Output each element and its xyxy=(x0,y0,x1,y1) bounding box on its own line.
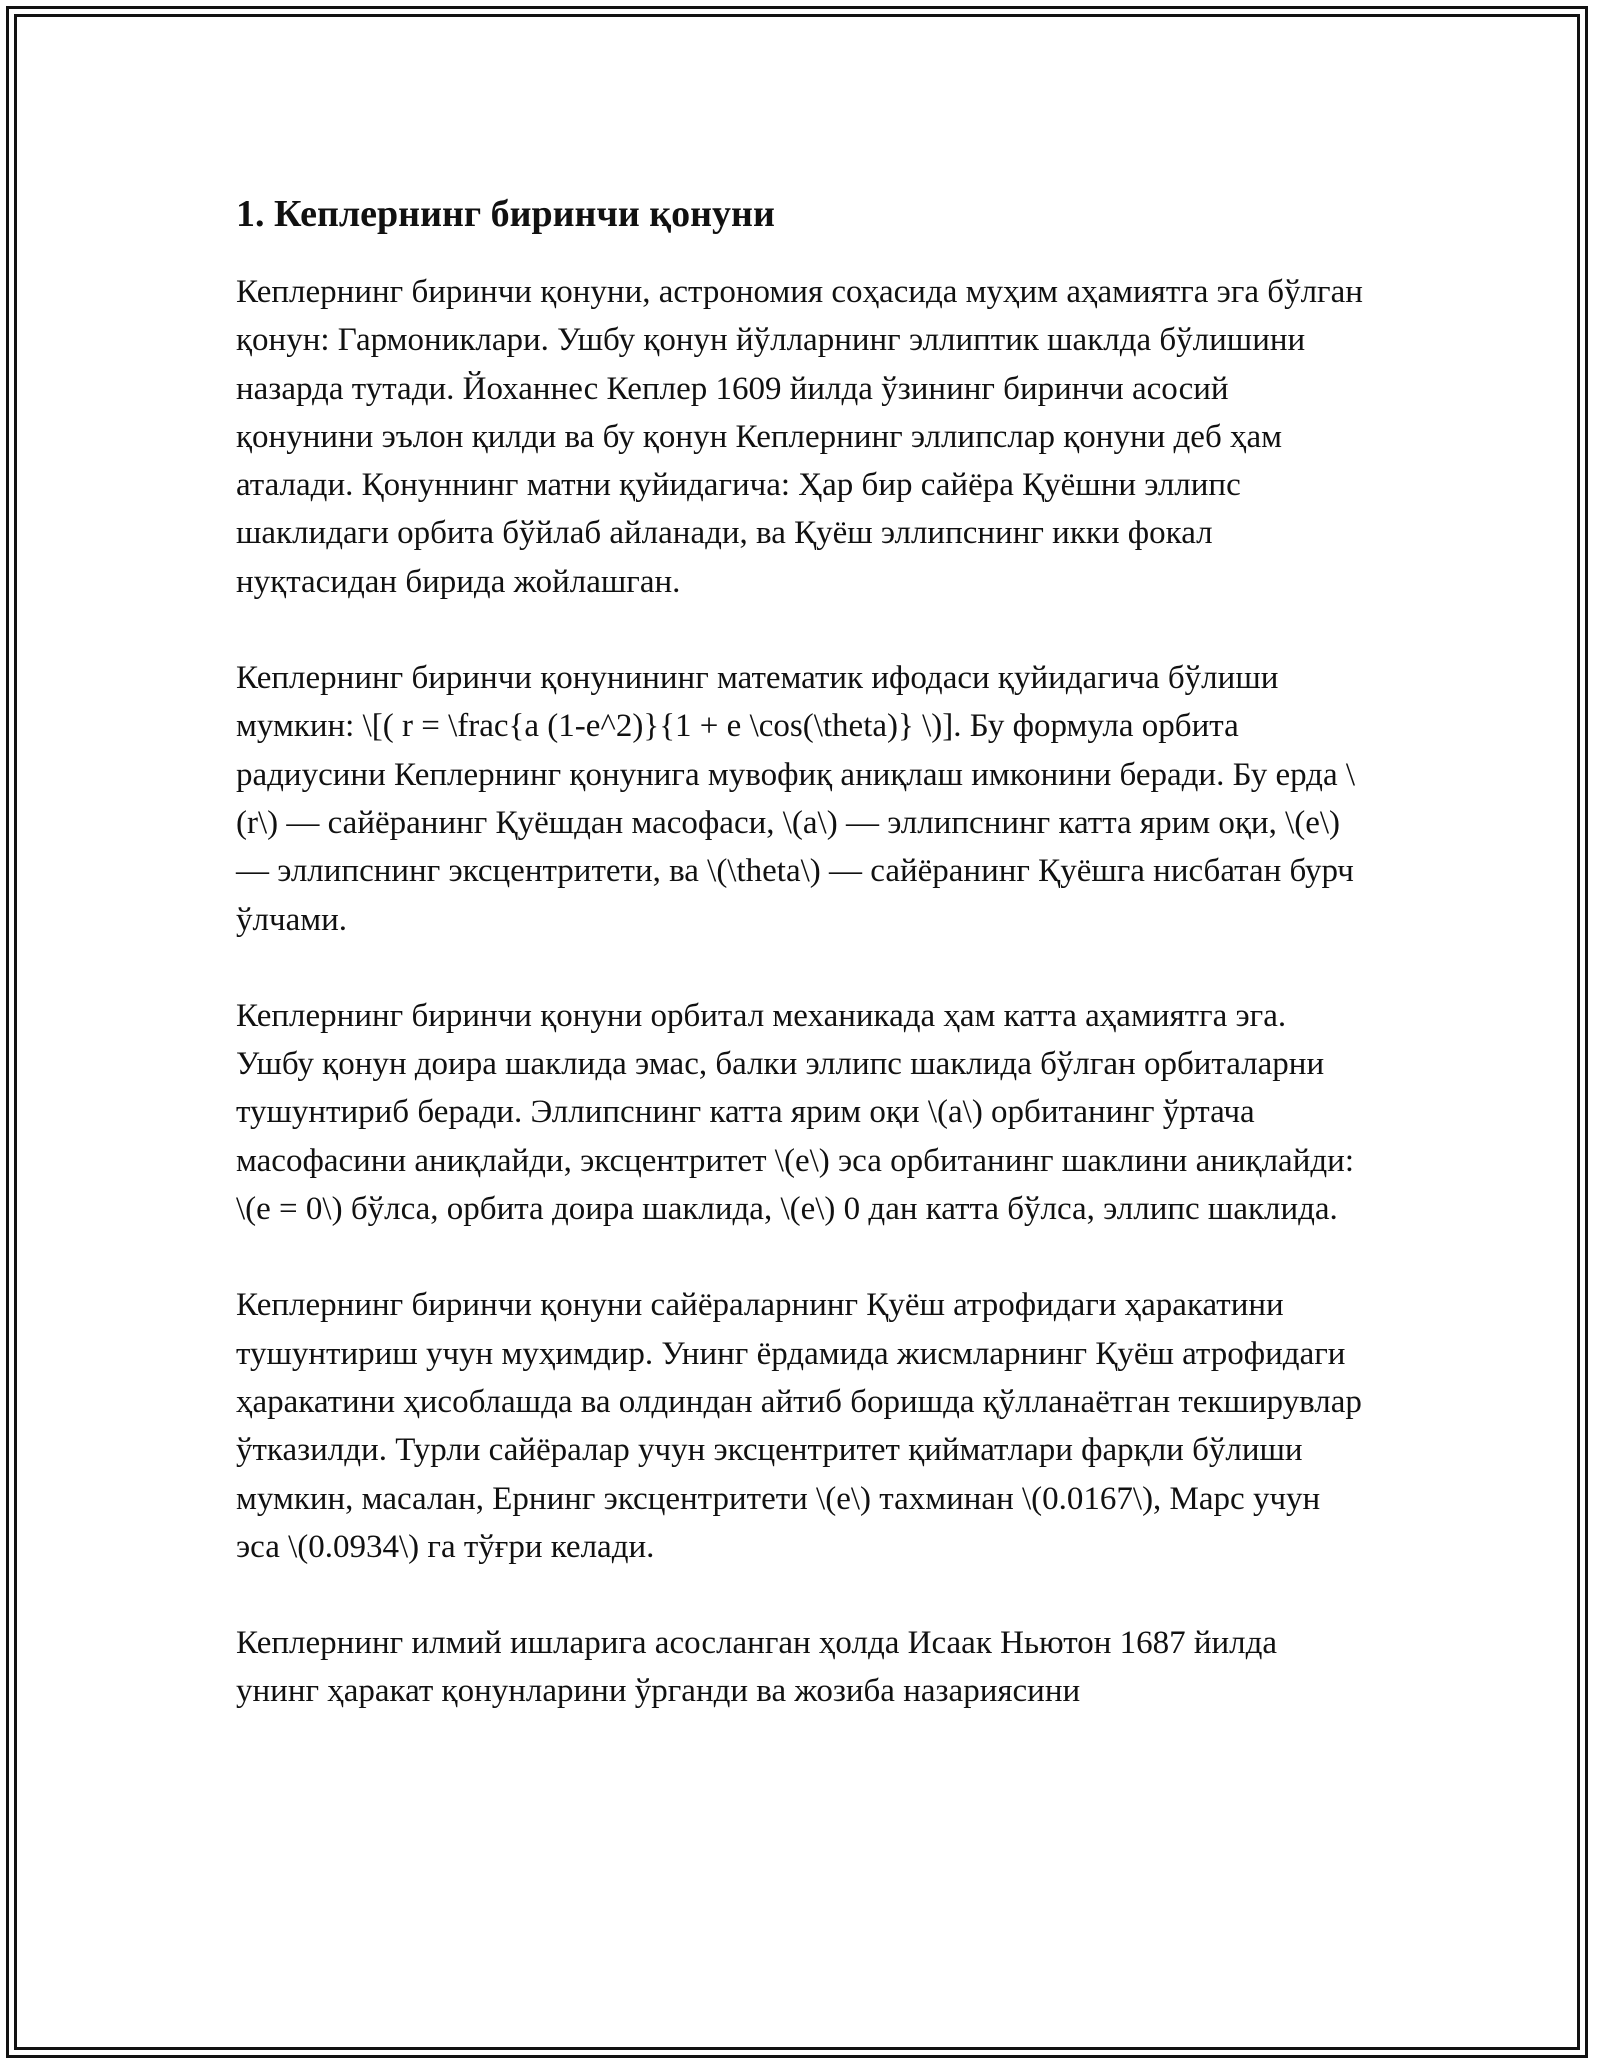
document-body xyxy=(236,186,1364,1764)
paragraph-5: Кеплернинг илмий ишларига асосланган ҳолда Исаак Ньютон 1687 йилда унинг ҳаракат қонунларини ўрганди ва жозиба назариясини xyxy=(236,1625,1278,1710)
paragraph-3: Кеплернинг биринчи қонуни орбитал механикада ҳам катта аҳамиятга эга. Ушбу қонун доира шаклида эмас, балки эллипс шаклида бўлган орбиталарни тушунтириб беради. Эллипснинг катта ярим оқи \(a\) орбитанинг ўртача масофасини аниқлайди, эксцентритет \(e\) эса орбитанинг шаклини аниқлайди: \(e = 0\) бўлса, орбита доира шаклида, \(e\) 0 дан катта бўлса, эллипс шаклида. xyxy=(236,997,1354,1228)
paragraph-1: Кеплернинг биринчи қонуни, астрономия соҳасида муҳим аҳамиятга эга бўлган қонун: Гармониклари. Ушбу қонун йўлларнинг эллиптик шаклда бўлишини назарда тутади. Йоханнес Кеплер 1609 йилда ўзининг биринчи асосий қонунини эълон қилди ва бу қонун Кеплернинг эллипслар қонуни деб ҳам аталади. Қонуннинг матни қуйидагича: Ҳар бир сайёра Қуёшни эллипс шаклидаги орбита бўйлаб айланади, ва Қуёш эллипснинг икки фокал нуқтасидан бирида жойлашган. xyxy=(236,274,1363,600)
paragraph-2: Кеплернинг биринчи қонунининг математик ифодаси қуйидагича бўлиши мумкин: \[( r = \frac{a (1-e^2)}{1 + e \cos(\theta)} \)]. Бу формула орбита радиусини Кеплернинг қонунига мувофиқ аниқлаш имконини беради. Бу ерда \(r\) — сайёранинг Қуёшдан масофаси, \(a\) — эллипснинг катта ярим оқи, \(e\) — эллипснинг эксцентритети, ва \(\theta\) — сайёранинг Қуёшга нисбатан бурч ўлчами. xyxy=(236,660,1356,938)
paragraph-4: Кеплернинг биринчи қонуни сайёраларнинг Қуёш атрофидаги ҳаракатини тушунтириш учун муҳимдир. Унинг ёрдамида жисмларнинг Қуёш атрофидаги ҳаракатини ҳисоблашда ва олдиндан айтиб боришда қўлланаётган текширувлар ўтказилди. Турли сайёралар учун эксцентритет қийматлари фарқли бўлиши мумкин, масалан, Ернинг эксцентритети \(e\) тахминан \(0.0167\), Марс учун эса \(0.0934\) га тўғри келади. xyxy=(236,1287,1362,1565)
section-heading: 1. Кеплернинг биринчи қонуни xyxy=(236,193,775,235)
